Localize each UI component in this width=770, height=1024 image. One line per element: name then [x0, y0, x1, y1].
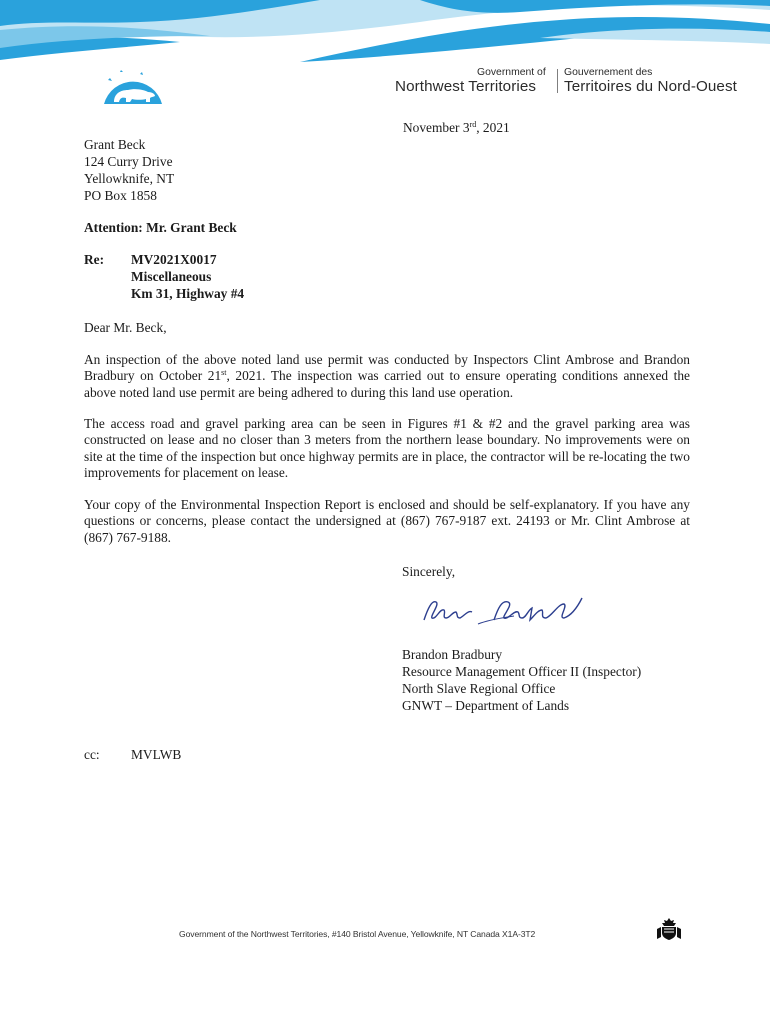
body-paragraph-2: The access road and gravel parking area can be seen in Figures #1 & #2 and the gravel parking area was constructed on lease and no closer than 3 meters from the northern lease boundary. No improvements were on site at the time of the inspection but once highway permits are in place, the contractor will be re-locating the two improvements for placement on lease. [84, 416, 690, 481]
attention-line [84, 219, 237, 236]
footer-address: Government of the Northwest Territories, #140 Bristol Avenue, Yellowknife, NT Canada X1A-3T2 [179, 929, 536, 939]
re-subject [131, 251, 244, 302]
recipient-address [84, 136, 174, 204]
gov-fr-line1: Gouvernement des [564, 67, 653, 78]
cc-recipient: MVLWB [131, 747, 182, 762]
handwritten-signature [418, 590, 588, 630]
p1-ordinal: st [221, 368, 227, 378]
address-line: Yellowknife, NT [84, 171, 175, 186]
p1-text-b: , 2021. The inspection was carried out to ensure operating conditions annexed the above noted land use permit are being adhered to during this land use operation. [84, 368, 690, 400]
body-paragraph-3: Your copy of the Environmental Inspection Report is enclosed and should be self-explanatory. If you have any questions or concerns, please contact the undersigned at (867) 767-9187 ext. 24193 or Mr. Clint Ambrose at (867) 767-9188. [84, 497, 690, 545]
signer-title: Resource Management Officer II (Inspector) [402, 664, 642, 679]
address-line: 124 Curry Drive [84, 154, 173, 169]
signer-office: North Slave Regional Office [402, 681, 556, 696]
date-year: , 2021 [476, 120, 510, 135]
re-file-number: MV2021X0017 [131, 252, 217, 267]
body-paragraph-1 [84, 352, 690, 401]
signer-name: Brandon Bradbury [402, 647, 503, 662]
cc-label: cc: [84, 747, 100, 762]
salutation: Dear Mr. Beck, [84, 320, 167, 335]
address-line: PO Box 1858 [84, 188, 157, 203]
closing: Sincerely, [402, 564, 456, 579]
gov-name-divider [557, 69, 558, 93]
p1-text-a: An inspection of the above noted land use permit was conducted by Inspectors Clint Ambrose and Brandon Bradbury on October 21 [84, 352, 690, 384]
gov-en-line2: Northwest Territories [395, 78, 537, 95]
re-label-text: Re: [84, 252, 105, 267]
attention-text: Attention: Mr. Grant Beck [84, 220, 237, 235]
coat-of-arms-icon [656, 917, 682, 941]
date-month-day: November 3 [403, 120, 470, 135]
gov-en-line1: Government of [477, 67, 546, 78]
gov-fr-line2: Territoires du Nord-Ouest [564, 78, 737, 95]
signer-block [402, 646, 641, 714]
re-location: Km 31, Highway #4 [131, 286, 245, 301]
date-ordinal: rd [469, 120, 477, 129]
gov-name-french [564, 67, 737, 95]
re-label [84, 251, 104, 268]
polar-bear-logo-icon [100, 64, 166, 112]
signer-department: GNWT – Department of Lands [402, 698, 570, 713]
address-line: Grant Beck [84, 137, 146, 152]
gov-name-english [395, 67, 546, 95]
letter-date [403, 119, 510, 136]
re-category: Miscellaneous [131, 269, 212, 284]
